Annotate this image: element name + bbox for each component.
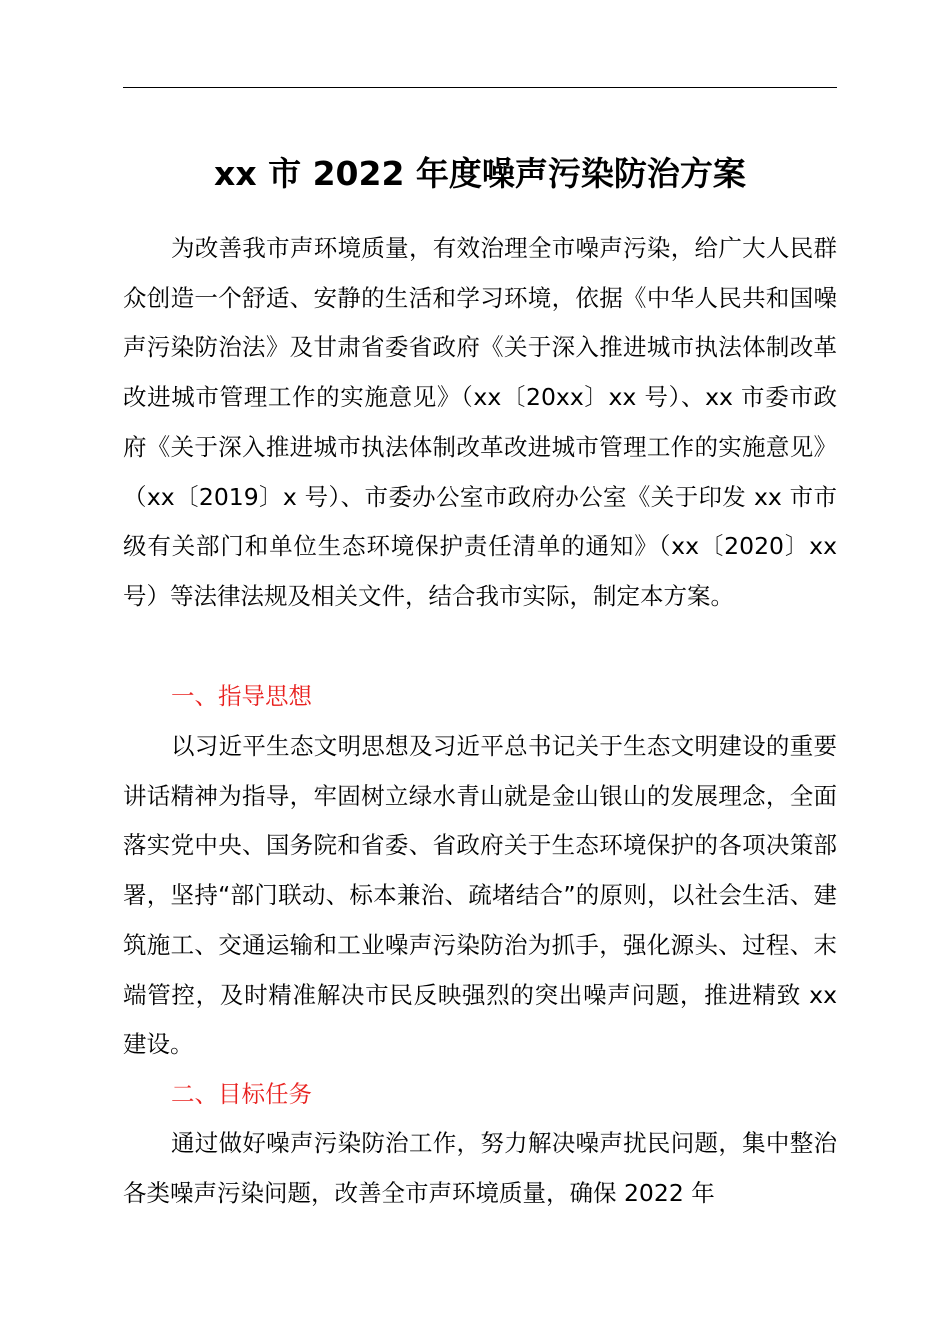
document-title: xx 市 2022 年度噪声污染防治方案 bbox=[214, 154, 746, 193]
section-paragraph-guiding-ideology: 以习近平生态文明思想及习近平总书记关于生态文明建设的重要讲话精神为指导，牢固树立绿水青山就是金山银山的发展理念，全面落实党中央、国务院和省委、省政府关于生态环境保护的各项决策部署，坚持“部门联动、标本兼治、疏堵结合”的原则，以社会生活、建筑施工、交通运输和工业噪声污染防治为抓手，强化源头、过程、末端管控，及时精准解决市民反映强烈的突出噪声问题，推进精致 xx 建设。 bbox=[123, 732, 837, 1059]
section-paragraph-objectives: 通过做好噪声污染防治工作，努力解决噪声扰民问题，集中整治各类噪声污染问题，改善全市声环境质量，确保 2022 年 bbox=[123, 1129, 837, 1207]
header-rule bbox=[123, 87, 837, 88]
intro-paragraph: 为改善我市声环境质量，有效治理全市噪声污染，给广大人民群众创造一个舒适、安静的生活和学习环境，依据《中华人民共和国噪声污染防治法》及甘肃省委省政府《关于深入推进城市执法体制改革改进城市管理工作的实施意见》（xx〔20xx〕xx 号）、xx 市委市政府《关于深入推进城市执法体制改革改进城市管理工作的实施意见》（xx〔2019〕x 号）、市委办公室市政府办公室《关于印发 xx 市市级有关部门和单位生态环境保护责任清单的通知》（xx〔2020〕xx 号）等法律法规及相关文件，结合我市实际，制定本方案。 bbox=[123, 234, 837, 610]
section-heading-guiding-ideology: 一、指导思想 bbox=[171, 682, 312, 710]
section-heading-objectives: 二、目标任务 bbox=[171, 1080, 312, 1108]
